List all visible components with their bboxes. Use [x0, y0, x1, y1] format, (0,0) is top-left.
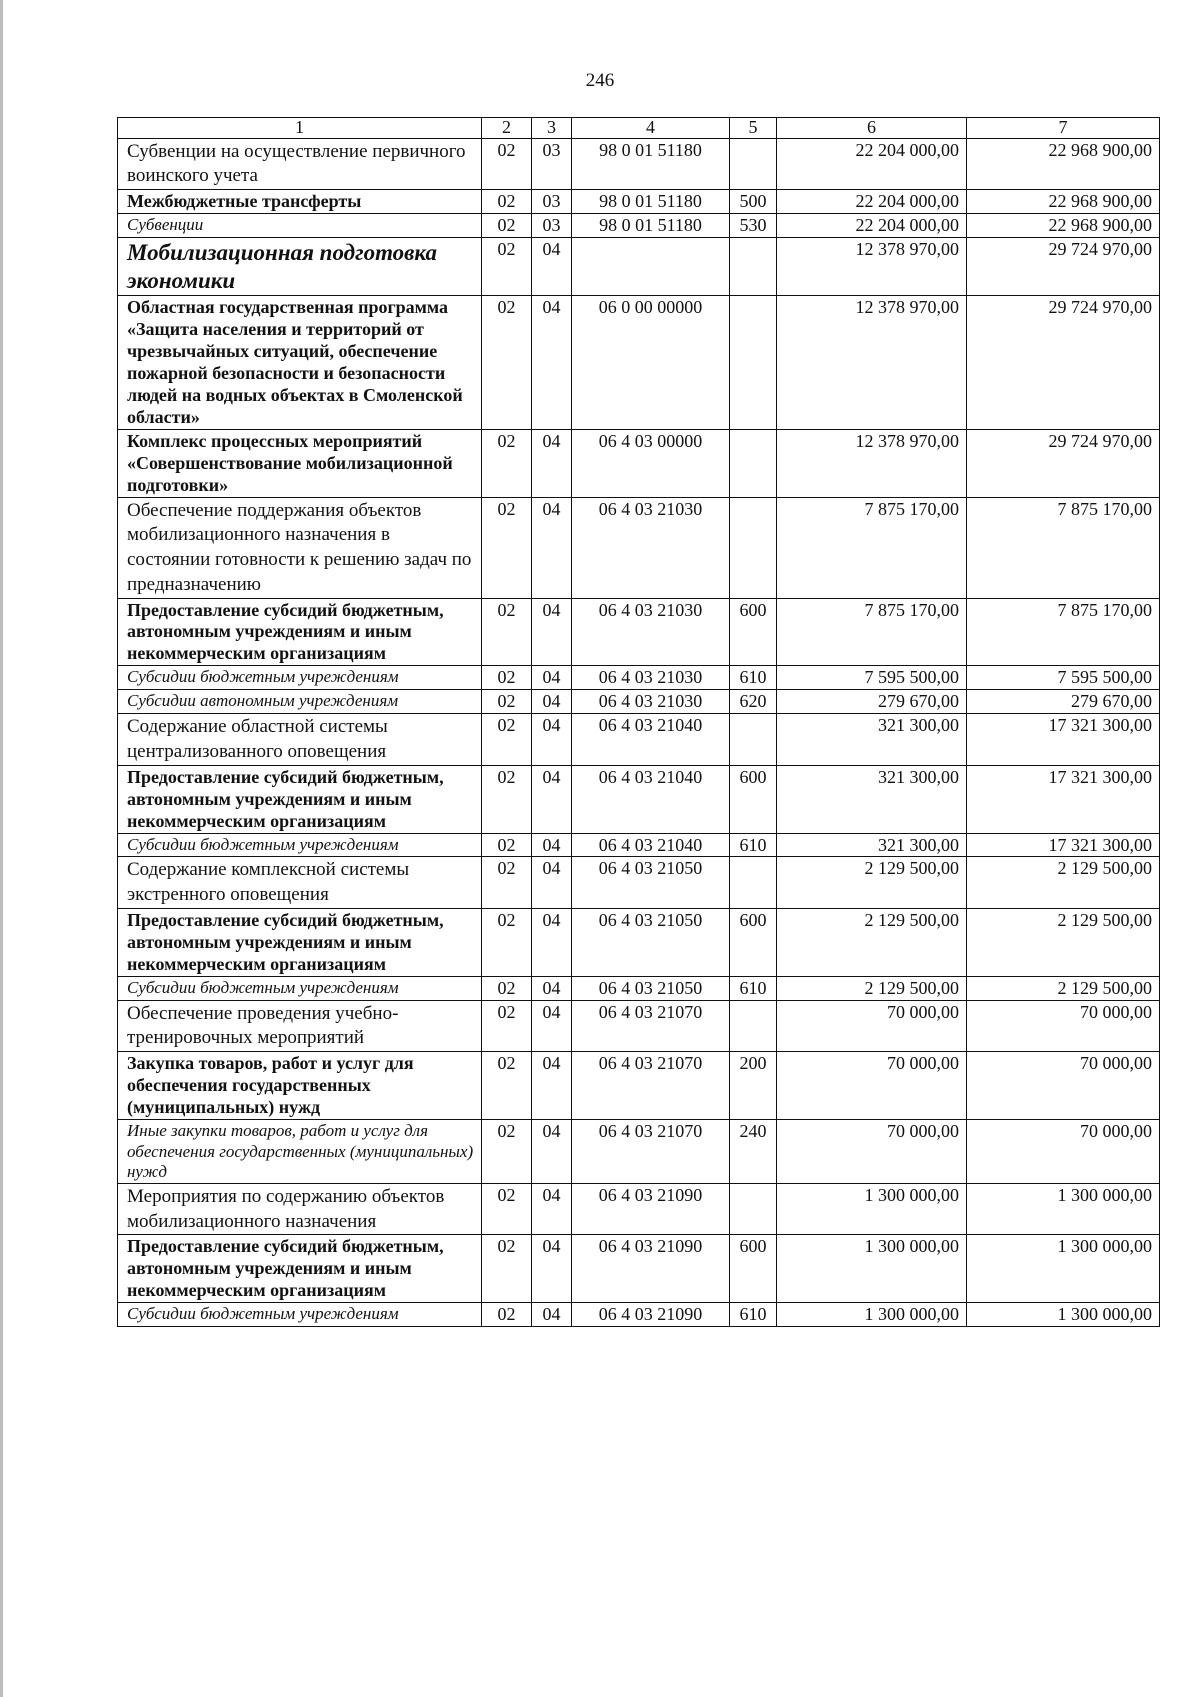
cell-subsection-code: 04 [532, 666, 572, 690]
cell-expense-type: 200 [730, 1052, 777, 1120]
cell-name: Субвенции [118, 214, 482, 238]
cell-target-article: 06 4 03 21050 [572, 908, 730, 976]
cell-expense-type: 620 [730, 690, 777, 714]
cell-subsection-code: 03 [532, 138, 572, 189]
cell-section-code: 02 [482, 714, 532, 765]
scan-edge-line [0, 0, 3, 1697]
cell-target-article: 98 0 01 51180 [572, 214, 730, 238]
cell-target-article: 06 4 03 21090 [572, 1235, 730, 1303]
cell-section-code: 02 [482, 497, 532, 598]
cell-amount-year2: 1 300 000,00 [967, 1235, 1160, 1303]
cell-amount-year1: 321 300,00 [777, 714, 967, 765]
table-row [118, 908, 1160, 976]
cell-subsection-code: 04 [532, 714, 572, 765]
cell-subsection-code: 03 [532, 190, 572, 214]
table-body [118, 138, 1160, 1326]
cell-amount-year1: 7 875 170,00 [777, 598, 967, 666]
cell-section-code: 02 [482, 296, 532, 430]
cell-target-article: 06 4 03 21070 [572, 1052, 730, 1120]
table-row [118, 1184, 1160, 1235]
cell-target-article: 06 4 03 21050 [572, 976, 730, 1000]
cell-name: Содержание областной системы централизованного оповещения [118, 714, 482, 765]
cell-expense-type: 530 [730, 214, 777, 238]
cell-subsection-code: 04 [532, 296, 572, 430]
cell-section-code: 02 [482, 976, 532, 1000]
cell-amount-year1: 2 129 500,00 [777, 976, 967, 1000]
cell-amount-year2: 17 321 300,00 [967, 714, 1160, 765]
cell-name: Комплекс процессных мероприятий «Совершенствование мобилизационной подготовки» [118, 429, 482, 497]
cell-target-article: 06 4 03 21090 [572, 1184, 730, 1235]
cell-subsection-code: 03 [532, 214, 572, 238]
table-row [118, 1000, 1160, 1051]
cell-target-article: 06 4 03 21070 [572, 1119, 730, 1183]
cell-amount-year1: 12 378 970,00 [777, 429, 967, 497]
cell-expense-type: 240 [730, 1119, 777, 1183]
table-row [118, 296, 1160, 430]
table-row [118, 238, 1160, 296]
cell-target-article: 06 0 00 00000 [572, 296, 730, 430]
cell-expense-type: 610 [730, 833, 777, 857]
cell-name: Предоставление субсидий бюджетным, автономным учреждениям и иным некоммерческим организациям [118, 908, 482, 976]
cell-amount-year2: 279 670,00 [967, 690, 1160, 714]
cell-target-article: 06 4 03 21040 [572, 765, 730, 833]
cell-amount-year2: 29 724 970,00 [967, 429, 1160, 497]
cell-amount-year1: 22 204 000,00 [777, 190, 967, 214]
table-row [118, 598, 1160, 666]
cell-name: Субсидии бюджетным учреждениям [118, 1303, 482, 1327]
header-cell-7: 7 [967, 118, 1160, 139]
cell-amount-year2: 1 300 000,00 [967, 1184, 1160, 1235]
cell-subsection-code: 04 [532, 238, 572, 296]
cell-subsection-code: 04 [532, 857, 572, 908]
cell-subsection-code: 04 [532, 497, 572, 598]
cell-amount-year1: 7 595 500,00 [777, 666, 967, 690]
cell-name: Мероприятия по содержанию объектов мобилизационного назначения [118, 1184, 482, 1235]
table-row [118, 666, 1160, 690]
cell-name: Закупка товаров, работ и услуг для обеспечения государственных (муниципальных) нужд [118, 1052, 482, 1120]
cell-amount-year1: 1 300 000,00 [777, 1184, 967, 1235]
header-cell-3: 3 [532, 118, 572, 139]
cell-target-article: 06 4 03 00000 [572, 429, 730, 497]
cell-amount-year1: 22 204 000,00 [777, 214, 967, 238]
cell-section-code: 02 [482, 1184, 532, 1235]
cell-amount-year1: 2 129 500,00 [777, 857, 967, 908]
cell-expense-type [730, 857, 777, 908]
cell-amount-year2: 2 129 500,00 [967, 908, 1160, 976]
cell-expense-type [730, 296, 777, 430]
cell-expense-type [730, 497, 777, 598]
cell-amount-year2: 2 129 500,00 [967, 857, 1160, 908]
cell-name: Межбюджетные трансферты [118, 190, 482, 214]
cell-expense-type: 600 [730, 598, 777, 666]
table-row [118, 429, 1160, 497]
cell-name: Субвенции на осуществление первичного воинского учета [118, 138, 482, 189]
header-row [118, 118, 1160, 139]
cell-target-article: 06 4 03 21040 [572, 714, 730, 765]
cell-target-article: 06 4 03 21030 [572, 690, 730, 714]
cell-name: Предоставление субсидий бюджетным, автономным учреждениям и иным некоммерческим организациям [118, 1235, 482, 1303]
cell-amount-year2: 70 000,00 [967, 1000, 1160, 1051]
cell-target-article: 06 4 03 21050 [572, 857, 730, 908]
cell-section-code: 02 [482, 429, 532, 497]
cell-expense-type: 600 [730, 908, 777, 976]
table-row [118, 138, 1160, 189]
cell-section-code: 02 [482, 1119, 532, 1183]
cell-section-code: 02 [482, 190, 532, 214]
cell-section-code: 02 [482, 666, 532, 690]
cell-subsection-code: 04 [532, 1184, 572, 1235]
cell-target-article: 98 0 01 51180 [572, 138, 730, 189]
cell-target-article [572, 238, 730, 296]
cell-expense-type [730, 1000, 777, 1051]
cell-subsection-code: 04 [532, 1000, 572, 1051]
cell-subsection-code: 04 [532, 908, 572, 976]
cell-amount-year2: 22 968 900,00 [967, 190, 1160, 214]
cell-expense-type [730, 1184, 777, 1235]
cell-name: Иные закупки товаров, работ и услуг для обеспечения государственных (муниципальных) нужд [118, 1119, 482, 1183]
cell-section-code: 02 [482, 598, 532, 666]
cell-expense-type [730, 429, 777, 497]
cell-amount-year2: 70 000,00 [967, 1052, 1160, 1120]
cell-amount-year2: 7 875 170,00 [967, 598, 1160, 666]
cell-subsection-code: 04 [532, 1052, 572, 1120]
cell-amount-year2: 17 321 300,00 [967, 765, 1160, 833]
table-row [118, 1052, 1160, 1120]
cell-name: Обеспечение проведения учебно-тренировочных мероприятий [118, 1000, 482, 1051]
cell-subsection-code: 04 [532, 1235, 572, 1303]
cell-section-code: 02 [482, 214, 532, 238]
cell-amount-year2: 29 724 970,00 [967, 238, 1160, 296]
cell-name: Содержание комплексной системы экстренного оповещения [118, 857, 482, 908]
cell-amount-year1: 321 300,00 [777, 833, 967, 857]
cell-amount-year1: 321 300,00 [777, 765, 967, 833]
header-cell-4: 4 [572, 118, 730, 139]
cell-subsection-code: 04 [532, 765, 572, 833]
cell-amount-year1: 70 000,00 [777, 1052, 967, 1120]
table-row [118, 1119, 1160, 1183]
cell-name: Субсидии автономным учреждениям [118, 690, 482, 714]
table-row [118, 714, 1160, 765]
cell-section-code: 02 [482, 1052, 532, 1120]
cell-target-article: 06 4 03 21030 [572, 497, 730, 598]
cell-amount-year1: 279 670,00 [777, 690, 967, 714]
cell-subsection-code: 04 [532, 976, 572, 1000]
cell-subsection-code: 04 [532, 1119, 572, 1183]
cell-name: Мобилизационная подготовка экономики [118, 238, 482, 296]
cell-amount-year1: 70 000,00 [777, 1119, 967, 1183]
cell-section-code: 02 [482, 908, 532, 976]
cell-name: Предоставление субсидий бюджетным, автономным учреждениям и иным некоммерческим организациям [118, 765, 482, 833]
table-row [118, 190, 1160, 214]
cell-section-code: 02 [482, 138, 532, 189]
header-cell-5: 5 [730, 118, 777, 139]
cell-section-code: 02 [482, 238, 532, 296]
table-row [118, 690, 1160, 714]
cell-subsection-code: 04 [532, 690, 572, 714]
cell-name: Субсидии бюджетным учреждениям [118, 976, 482, 1000]
cell-amount-year1: 22 204 000,00 [777, 138, 967, 189]
cell-target-article: 98 0 01 51180 [572, 190, 730, 214]
cell-amount-year2: 2 129 500,00 [967, 976, 1160, 1000]
cell-section-code: 02 [482, 833, 532, 857]
cell-target-article: 06 4 03 21040 [572, 833, 730, 857]
cell-amount-year2: 1 300 000,00 [967, 1303, 1160, 1327]
cell-expense-type: 610 [730, 1303, 777, 1327]
cell-expense-type: 600 [730, 765, 777, 833]
table-row [118, 214, 1160, 238]
cell-target-article: 06 4 03 21030 [572, 598, 730, 666]
cell-expense-type: 600 [730, 1235, 777, 1303]
table-row [118, 1303, 1160, 1327]
cell-amount-year2: 70 000,00 [967, 1119, 1160, 1183]
cell-subsection-code: 04 [532, 833, 572, 857]
cell-section-code: 02 [482, 1000, 532, 1051]
cell-name: Субсидии бюджетным учреждениям [118, 833, 482, 857]
cell-amount-year1: 7 875 170,00 [777, 497, 967, 598]
cell-expense-type: 610 [730, 976, 777, 1000]
cell-amount-year1: 12 378 970,00 [777, 296, 967, 430]
header-cell-6: 6 [777, 118, 967, 139]
table-row [118, 1235, 1160, 1303]
table-row [118, 833, 1160, 857]
cell-subsection-code: 04 [532, 598, 572, 666]
cell-amount-year1: 1 300 000,00 [777, 1235, 967, 1303]
cell-amount-year2: 29 724 970,00 [967, 296, 1160, 430]
cell-amount-year2: 22 968 900,00 [967, 138, 1160, 189]
cell-amount-year1: 70 000,00 [777, 1000, 967, 1051]
cell-expense-type: 610 [730, 666, 777, 690]
header-cell-1: 1 [118, 118, 482, 139]
cell-subsection-code: 04 [532, 429, 572, 497]
cell-name: Областная государственная программа «Защита населения и территорий от чрезвычайных ситуаций, обеспечение пожарной безопасности и безопасности людей на водных объектах в Смоленской области» [118, 296, 482, 430]
cell-expense-type [730, 714, 777, 765]
cell-amount-year2: 17 321 300,00 [967, 833, 1160, 857]
cell-target-article: 06 4 03 21030 [572, 666, 730, 690]
cell-subsection-code: 04 [532, 1303, 572, 1327]
cell-amount-year2: 7 875 170,00 [967, 497, 1160, 598]
table-row [118, 857, 1160, 908]
cell-section-code: 02 [482, 1303, 532, 1327]
cell-name: Субсидии бюджетным учреждениям [118, 666, 482, 690]
cell-target-article: 06 4 03 21090 [572, 1303, 730, 1327]
cell-amount-year2: 22 968 900,00 [967, 214, 1160, 238]
cell-expense-type: 500 [730, 190, 777, 214]
page-number: 246 [585, 70, 615, 91]
cell-amount-year1: 12 378 970,00 [777, 238, 967, 296]
cell-name: Предоставление субсидий бюджетным, автономным учреждениям и иным некоммерческим организациям [118, 598, 482, 666]
cell-name: Обеспечение поддержания объектов мобилизационного назначения в состоянии готовности к решению задач по предназначению [118, 497, 482, 598]
cell-amount-year1: 2 129 500,00 [777, 908, 967, 976]
cell-expense-type [730, 138, 777, 189]
header-cell-2: 2 [482, 118, 532, 139]
cell-section-code: 02 [482, 1235, 532, 1303]
table-row [118, 497, 1160, 598]
cell-amount-year2: 7 595 500,00 [967, 666, 1160, 690]
cell-amount-year1: 1 300 000,00 [777, 1303, 967, 1327]
cell-section-code: 02 [482, 857, 532, 908]
cell-section-code: 02 [482, 690, 532, 714]
budget-table [117, 117, 1160, 1327]
table-row [118, 976, 1160, 1000]
cell-target-article: 06 4 03 21070 [572, 1000, 730, 1051]
cell-expense-type [730, 238, 777, 296]
table-row [118, 765, 1160, 833]
cell-section-code: 02 [482, 765, 532, 833]
